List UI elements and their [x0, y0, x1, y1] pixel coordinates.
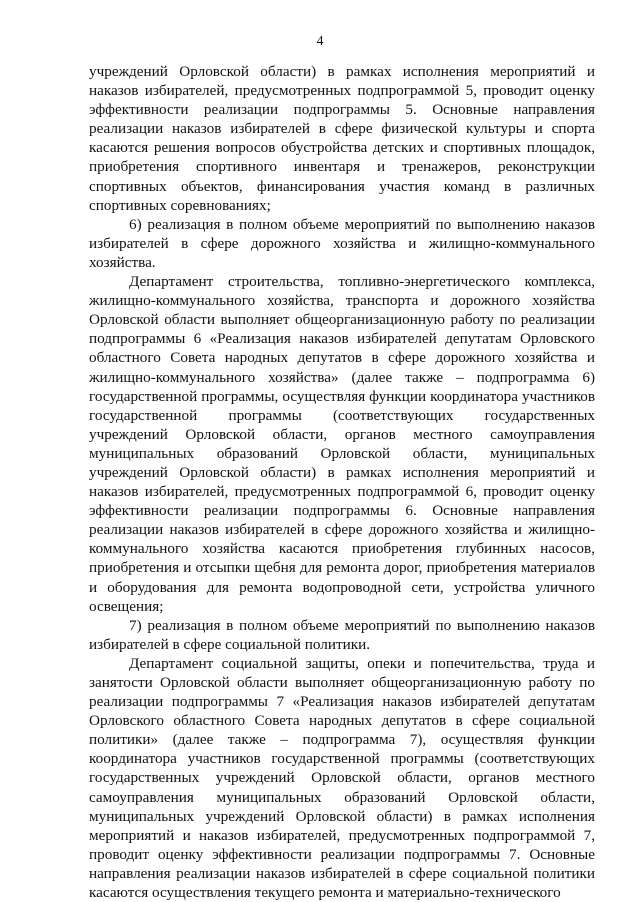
- paragraph-item-6: 6) реализация в полном объеме мероприятий по выполнению наказов избирателей в сфере дорожного хозяйства и жилищно-коммунального хозяйства.: [89, 215, 595, 271]
- page-number: 4: [316, 34, 324, 49]
- document-body: [89, 62, 595, 902]
- paragraph-department-social: Департамент социальной защиты, опеки и попечительства, труда и занятости Орловской области выполняет общеорганизационную работу по реализации подпрограммы 7 «Реализация наказов избирателей депутатам Орловского областного Совета народных депутатов в сфере социальной политики» (далее также – подпрограмма 7), осуществляя функции координатора участников государственной программы (соответствующих государственных учреждений Орловской области, органов местного самоуправления муниципальных образований Орловской области, муниципальных учреждений Орловской области) в рамках исполнения мероприятий и наказов избирателей, предусмотренных подпрограммой 7, проводит оценку эффективности реализации подпрограммы 7. Основные направления реализации наказов избирателей в сфере социальной политики касаются осуществления текущего ремонта и материально-технического: [89, 654, 595, 902]
- paragraph-item-7: 7) реализация в полном объеме мероприятий по выполнению наказов избирателей в сфере социальной политики.: [89, 616, 595, 653]
- paragraph-continuation: учреждений Орловской области) в рамках исполнения мероприятий и наказов избирателей, предусмотренных подпрограммой 5, проводит оценку эффективности реализации подпрограммы 5. Основные направления реализации наказов избирателей в сфере физической культуры и спорта касаются решения вопросов обустройства детских и спортивных площадок, приобретения спортивного инвентаря и тренажеров, реконструкции спортивных объектов, финансирования участия команд в различных спортивных соревнованиях;: [89, 63, 595, 214]
- paragraph-department-construction: Департамент строительства, топливно-энергетического комплекса, жилищно-коммунального хозяйства, транспорта и дорожного хозяйства Орловской области выполняет общеорганизационную работу по реализации подпрограммы 6 «Реализация наказов избирателей депутатам Орловского областного Совета народных депутатов в сфере дорожного хозяйства и жилищно-коммунального хозяйства» (далее также – подпрограмма 6) государственной программы, осуществляя функции координатора участников государственной программы (соответствующих государственных учреждений Орловской области, органов местного самоуправления муниципальных образований Орловской области, муниципальных учреждений Орловской области) в рамках исполнения мероприятий и наказов избирателей, предусмотренных подпрограммой 6, проводит оценку эффективности реализации подпрограммы 6. Основные направления реализации наказов избирателей в сфере дорожного хозяйства и жилищно-коммунального хозяйства касаются приобретения глубинных насосов, приобретения и отсыпки щебня для ремонта дорог, приобретения материалов и оборудования для ремонта водопроводной сети, устройства уличного освещения;: [89, 273, 595, 615]
